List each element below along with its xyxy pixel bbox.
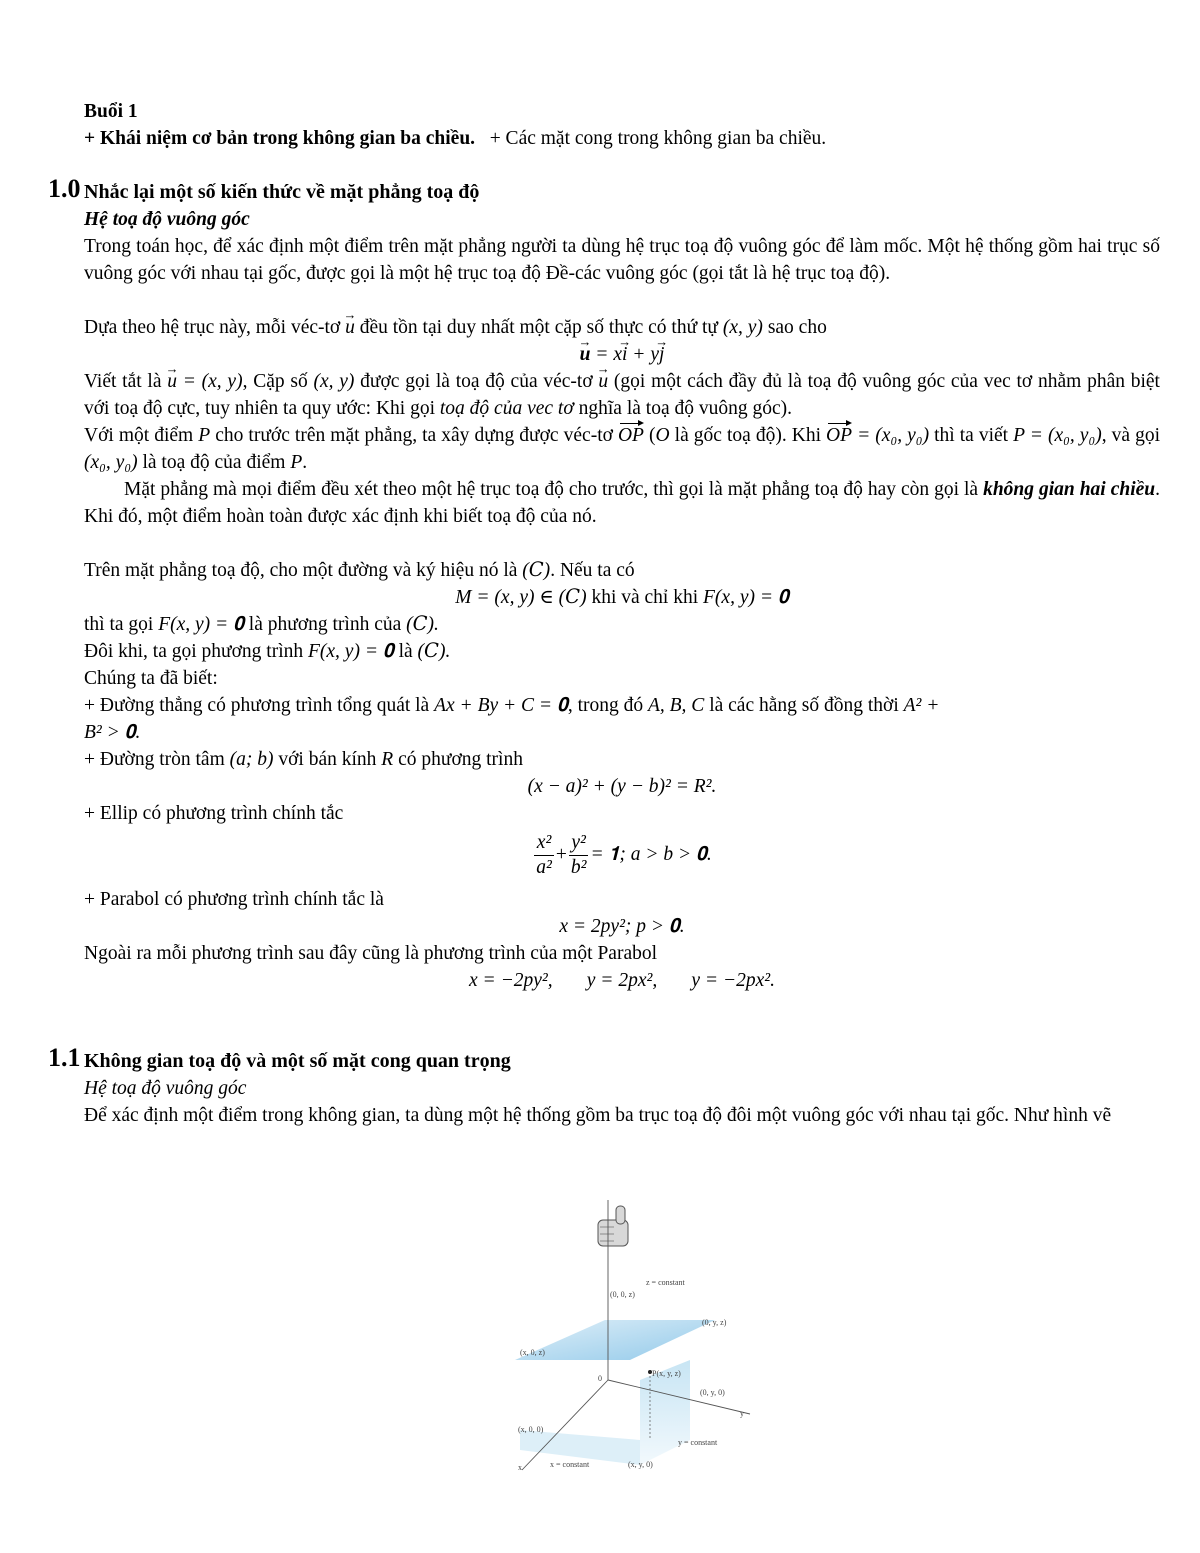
session-title: Buổi 1: [84, 101, 138, 122]
label-x00: (x, 0, 0): [518, 1425, 544, 1434]
paragraph: Để xác định một điểm trong không gian, ta dùng một hệ thống gồm ba trục toạ độ đôi một vuông góc với nhau tại gốc. Như hình vẽ: [84, 1105, 1112, 1126]
equation-ellipse: $\frac{\text{x²}}{\text{a²}}$ + $\frac{\text{y²}}{\text{b²}}$ = 𝟏; a > b > 𝟎.: [536, 832, 712, 878]
label-x-axis: x: [518, 1463, 522, 1472]
equation-circle: (x − a)² + (y − b)² = R².: [527, 776, 717, 797]
equation-parabola: x = 2py²; p > 𝟎.: [559, 916, 685, 937]
label-y-constant: y = constant: [678, 1438, 718, 1447]
paragraph: Chúng ta đã biết:: [84, 668, 218, 689]
vector-u: → u: [345, 314, 355, 341]
equation-curve: M = (x, y) ∈ (𝐶) khi và chỉ khi F(x, y) = 𝟎: [455, 587, 789, 608]
paragraph: Ngoài ra mỗi phương trình sau đây cũng là phương trình của một Parabol: [84, 943, 658, 964]
paragraph-line: + Đường thẳng có phương trình tổng quát là Ax + By + C = 𝟎, trong đó A, B, C là các hằng số đồng thời A² + B² > 𝟎.: [84, 695, 940, 743]
session-topics: [84, 125, 1160, 152]
label-0yz: (0, y, z): [702, 1318, 727, 1327]
label-z-constant: z = constant: [646, 1278, 685, 1287]
topic-bold: + Khái niệm cơ bản trong không gian ba chiều.: [84, 128, 476, 149]
paragraph: Viết tắt là → u = (x, y), Cặp số (x, y) được gọi là toạ độ của véc-tơ → u (gọi một cách đầy đủ là toạ độ vuông góc của vec tơ nhằm phân biệt với toạ độ cực, tuy nhiên ta quy ước: Khi gọi toạ độ của vec tơ nghĩa là toạ độ vuông góc).: [84, 368, 1160, 422]
paragraph: Với một điểm P cho trước trên mặt phẳng, ta xây dựng được véc-tơ OP (O là gốc toạ độ). Khi OP = (x₀, y₀) thì ta viết P = (x₀, y₀), và gọi (x₀, y₀) là toạ độ của điểm P.: [84, 422, 1160, 476]
subsection-title: Hệ toạ độ vuông góc: [84, 209, 250, 230]
paragraph-ellipse: + Ellip có phương trình chính tắc: [84, 803, 344, 824]
paragraph-circle: + Đường tròn tâm (a; b) với bán kính R có phương trình: [84, 749, 523, 770]
paragraph: Đôi khi, ta gọi phương trình F(x, y) = 𝟎 là (𝐶).: [84, 641, 451, 662]
paragraph: thì ta gọi F(x, y) = 𝟎 là phương trình của (𝐶).: [84, 614, 439, 635]
label-0y0: (0, y, 0): [700, 1388, 725, 1397]
paragraph: Trong toán học, để xác định một điểm trên mặt phẳng người ta dùng hệ trục toạ độ vuông góc để làm mốc. Một hệ thống gồm hai trục số vuông góc với nhau tại gốc, được gọi là một hệ trục toạ độ Đề-các vuông góc (gọi tắt là hệ trục toạ độ).: [84, 236, 1160, 284]
label-y-axis: y: [740, 1409, 744, 1418]
section-number: 1.0: [48, 174, 81, 203]
document-body: [48, 98, 1161, 1129]
label-x0z: (x, 0, z): [520, 1348, 545, 1357]
label-pxyz: P(x, y, z): [652, 1369, 681, 1378]
topic-normal: + Các mặt cong trong không gian ba chiều.: [489, 128, 827, 149]
coordinate-system-figure: [510, 1200, 760, 1475]
section-heading-1-1: [48, 1043, 1160, 1075]
z-constant-plane: [515, 1320, 715, 1360]
paragraph: Mặt phẳng mà mọi điểm đều xét theo một hệ trục toạ độ cho trước, thì gọi là mặt phẳng toạ độ hay còn gọi là không gian hai chiều. Khi đó, một điểm hoàn toàn được xác định khi biết toạ độ của nó.: [84, 479, 1160, 527]
section-title: Không gian toạ độ và một số mặt cong quan trọng: [84, 1050, 511, 1072]
label-00z: (0, 0, z): [610, 1290, 635, 1299]
subsection-title: Hệ toạ độ vuông góc: [84, 1078, 247, 1099]
section-title: Nhắc lại một số kiến thức về mặt phẳng toạ độ: [84, 181, 480, 203]
label-xy0: (x, y, 0): [628, 1460, 653, 1469]
label-x-constant: x = constant: [550, 1460, 590, 1469]
label-origin: 0: [598, 1374, 602, 1383]
hand-icon: [598, 1206, 628, 1246]
section-number: 1.1: [48, 1043, 81, 1072]
paragraph-parabola: + Parabol có phương trình chính tắc là: [84, 889, 384, 910]
paragraph: Trên mặt phẳng toạ độ, cho một đường và ký hiệu nó là (𝐶). Nếu ta có: [84, 560, 635, 581]
section-heading-1-0: [48, 174, 1160, 206]
equation-parabola-variants: x = −2py², y = 2px², y = −2px².: [469, 970, 775, 991]
equation-vector: → u = x→ i + y→ j: [84, 341, 1160, 368]
paragraph: Dựa theo hệ trục này, mỗi véc-tơ → u đều tồn tại duy nhất một cặp số thực có thứ tự (x, y) sao cho: [84, 314, 1160, 341]
